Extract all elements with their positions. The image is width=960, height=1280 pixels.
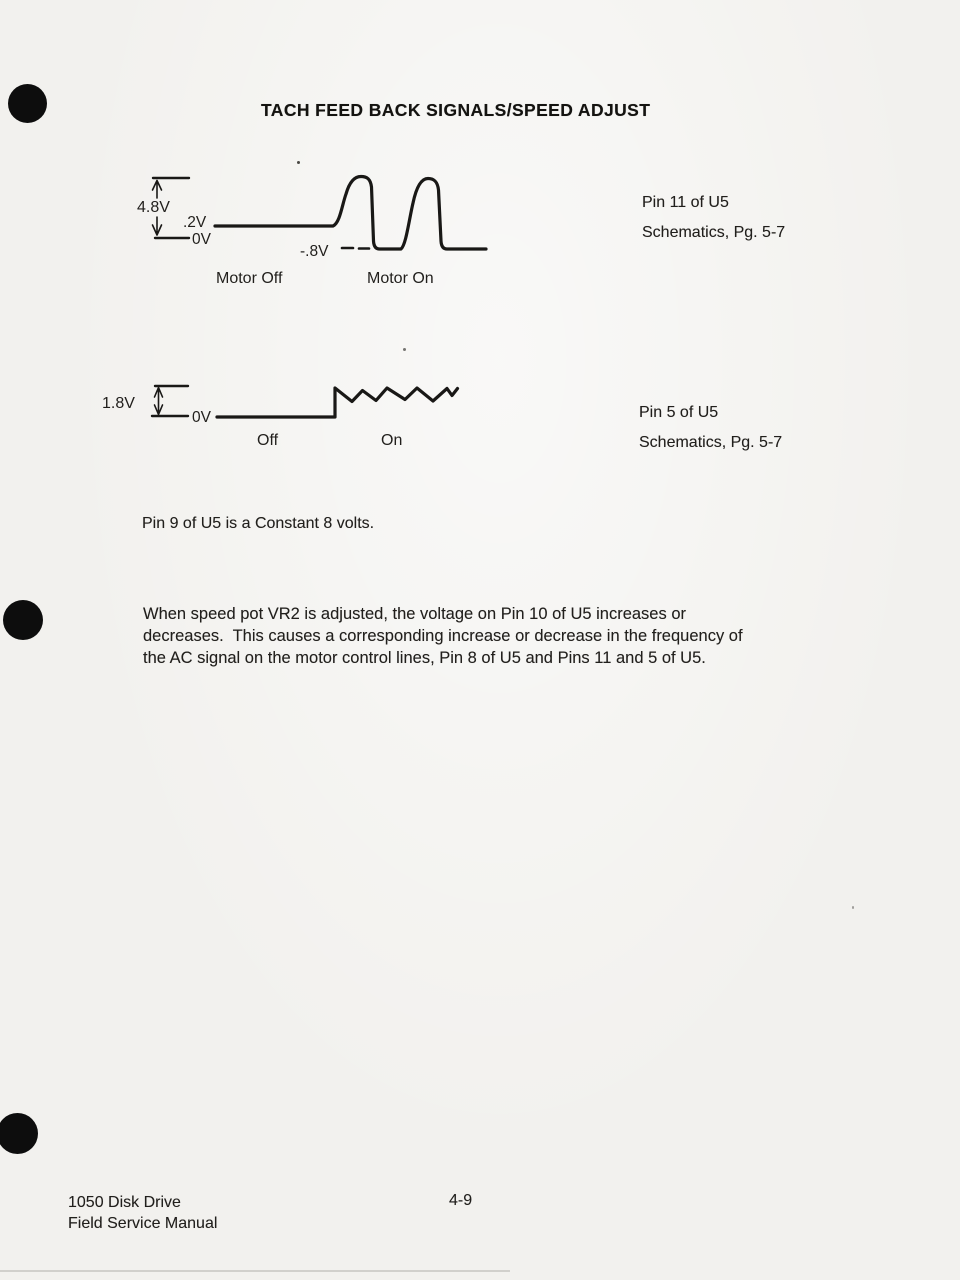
body-paragraph xyxy=(143,603,743,669)
scan-speck xyxy=(852,906,854,909)
page-number: 4-9 xyxy=(449,1192,473,1209)
neg-level-label: -.8V xyxy=(300,243,329,260)
footer-product-line: 1050 Disk Drive xyxy=(68,1194,181,1211)
caption-schematic-line: Schematics, Pg. 5-7 xyxy=(639,434,783,451)
off-label: Off xyxy=(257,432,279,449)
amplitude-arrow-down-icon xyxy=(153,217,162,235)
diagram2-caption xyxy=(639,398,782,458)
zero-label: 0V xyxy=(192,409,211,426)
motor-off-label: Motor Off xyxy=(216,270,283,287)
amplitude-arrow-up-icon xyxy=(153,181,162,199)
motor-on-label: Motor On xyxy=(367,270,434,287)
on-label: On xyxy=(381,432,403,449)
footer-manual-line: Field Service Manual xyxy=(68,1215,218,1232)
caption-schematic-line: Schematics, Pg. 5-7 xyxy=(642,224,786,241)
diagram1-caption xyxy=(642,188,785,248)
page-title: TACH FEED BACK SIGNALS/SPEED ADJUST xyxy=(261,100,651,120)
scan-speck xyxy=(297,161,300,164)
pin9-note: Pin 9 of U5 is a Constant 8 volts. xyxy=(142,515,375,532)
speed-control-waveform-diagram xyxy=(100,378,480,456)
paragraph-line: the AC signal on the motor control lines, Pin 8 of U5 and Pins 11 and 5 of U5. xyxy=(143,649,706,667)
zero-label: 0V xyxy=(192,231,211,248)
waveform-trace xyxy=(215,177,486,250)
paragraph-line: decreases. This causes a corresponding increase or decrease in the frequency of xyxy=(143,627,743,645)
amplitude-label: 1.8V xyxy=(102,395,135,412)
tach-feedback-waveform-diagram xyxy=(130,165,500,290)
caption-pin-line: Pin 5 of U5 xyxy=(639,404,719,421)
waveform-trace xyxy=(217,388,458,417)
footer-doc-title xyxy=(68,1192,217,1234)
caption-pin-line: Pin 11 of U5 xyxy=(642,194,729,211)
scan-edge-artifact xyxy=(0,1270,510,1272)
on-level-label: .2V xyxy=(183,214,207,231)
neg-level-dashes xyxy=(342,248,369,249)
paragraph-line: When speed pot VR2 is adjusted, the voltage on Pin 10 of U5 increases or xyxy=(143,605,686,623)
hole-punch-middle xyxy=(3,600,43,640)
amplitude-label: 4.8V xyxy=(137,199,170,216)
hole-punch-top xyxy=(8,84,47,123)
scan-speck xyxy=(403,348,406,351)
amplitude-double-arrow-icon xyxy=(155,388,163,415)
hole-punch-bottom xyxy=(0,1113,38,1154)
